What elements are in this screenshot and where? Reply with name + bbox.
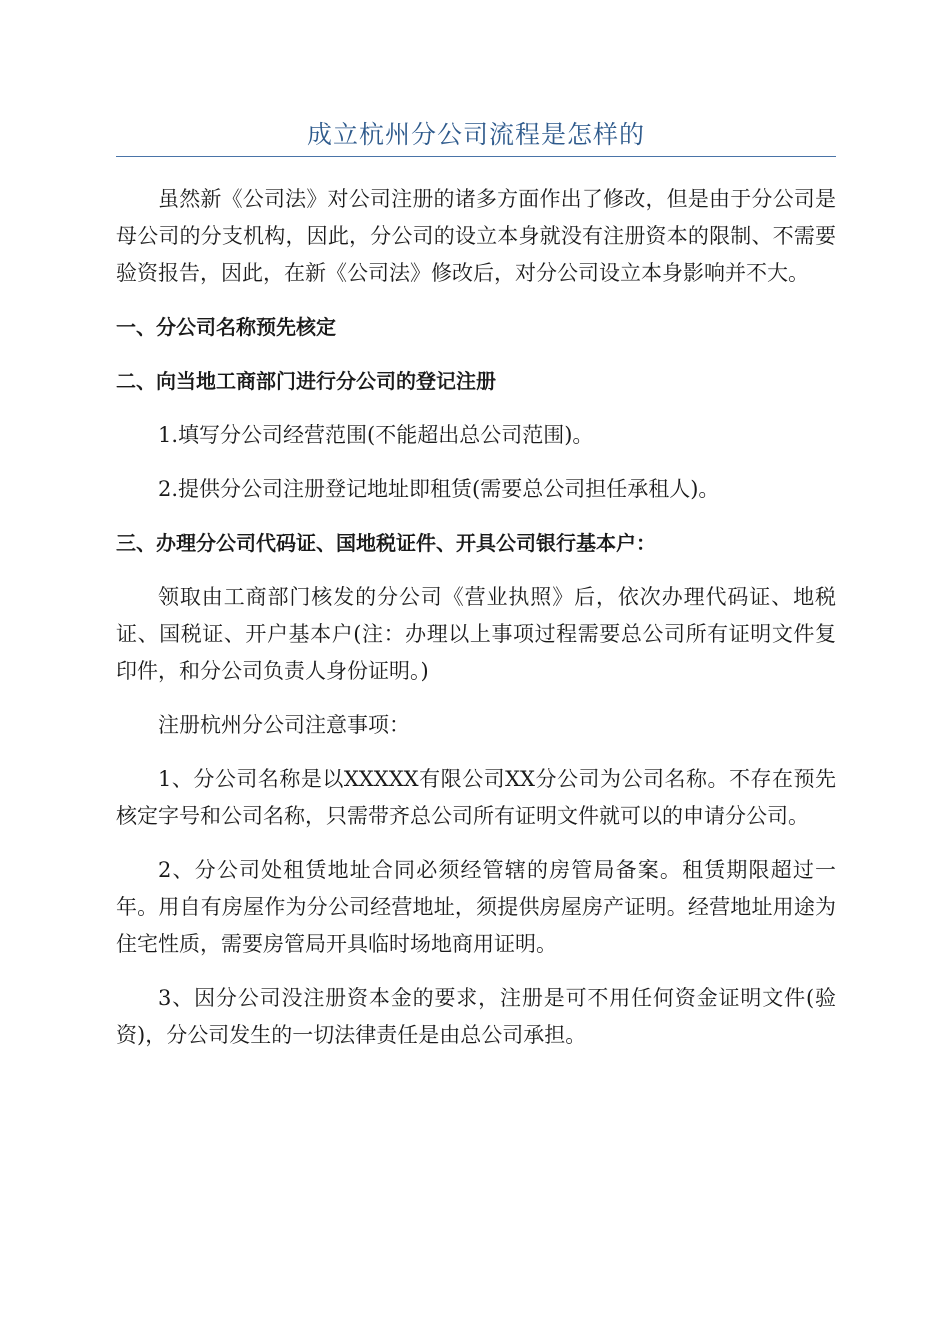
notes-title: 注册杭州分公司注意事项：	[158, 713, 410, 737]
note-1: 1、分公司名称是以XXXXX有限公司XX分公司为公司名称。不存在预先核定字号和公司名称，只需带齐总公司所有证明文件就可以的申请分公司。	[116, 767, 836, 828]
step-1-heading: 一、分公司名称预先核定	[116, 315, 336, 339]
document-page	[116, 0, 836, 1054]
step-2-item-1: 1.填写分公司经营范围(不能超出总公司范围)。	[158, 423, 594, 447]
title-underline	[116, 156, 836, 157]
note-2: 2、分公司处租赁地址合同必须经管辖的房管局备案。租赁期限超过一年。用自有房屋作为分公司经营地址，须提供房屋房产证明。经营地址用途为住宅性质，需要房管局开具临时场地商用证明。	[116, 858, 836, 956]
step-2-item-2: 2.提供分公司注册登记地址即租赁(需要总公司担任承租人)。	[158, 477, 720, 501]
note-3: 3、因分公司没注册资本金的要求，注册是可不用任何资金证明文件(验资)，分公司发生的一切法律责任是由总公司承担。	[116, 986, 836, 1047]
step-3-heading: 三、办理分公司代码证、国地税证件、开具公司银行基本户：	[116, 531, 656, 555]
step-2-heading: 二、向当地工商部门进行分公司的登记注册	[116, 369, 496, 393]
step-3-paragraph: 领取由工商部门核发的分公司《营业执照》后，依次办理代码证、地税证、国税证、开户基本户(注：办理以上事项过程需要总公司所有证明文件复印件，和分公司负责人身份证明。)	[116, 585, 836, 683]
intro-paragraph: 虽然新《公司法》对公司注册的诸多方面作出了修改，但是由于分公司是母公司的分支机构，因此，分公司的设立本身就没有注册资本的限制、不需要验资报告，因此，在新《公司法》修改后，对分公司设立本身影响并不大。	[116, 187, 836, 285]
page-title: 成立杭州分公司流程是怎样的	[306, 120, 645, 149]
